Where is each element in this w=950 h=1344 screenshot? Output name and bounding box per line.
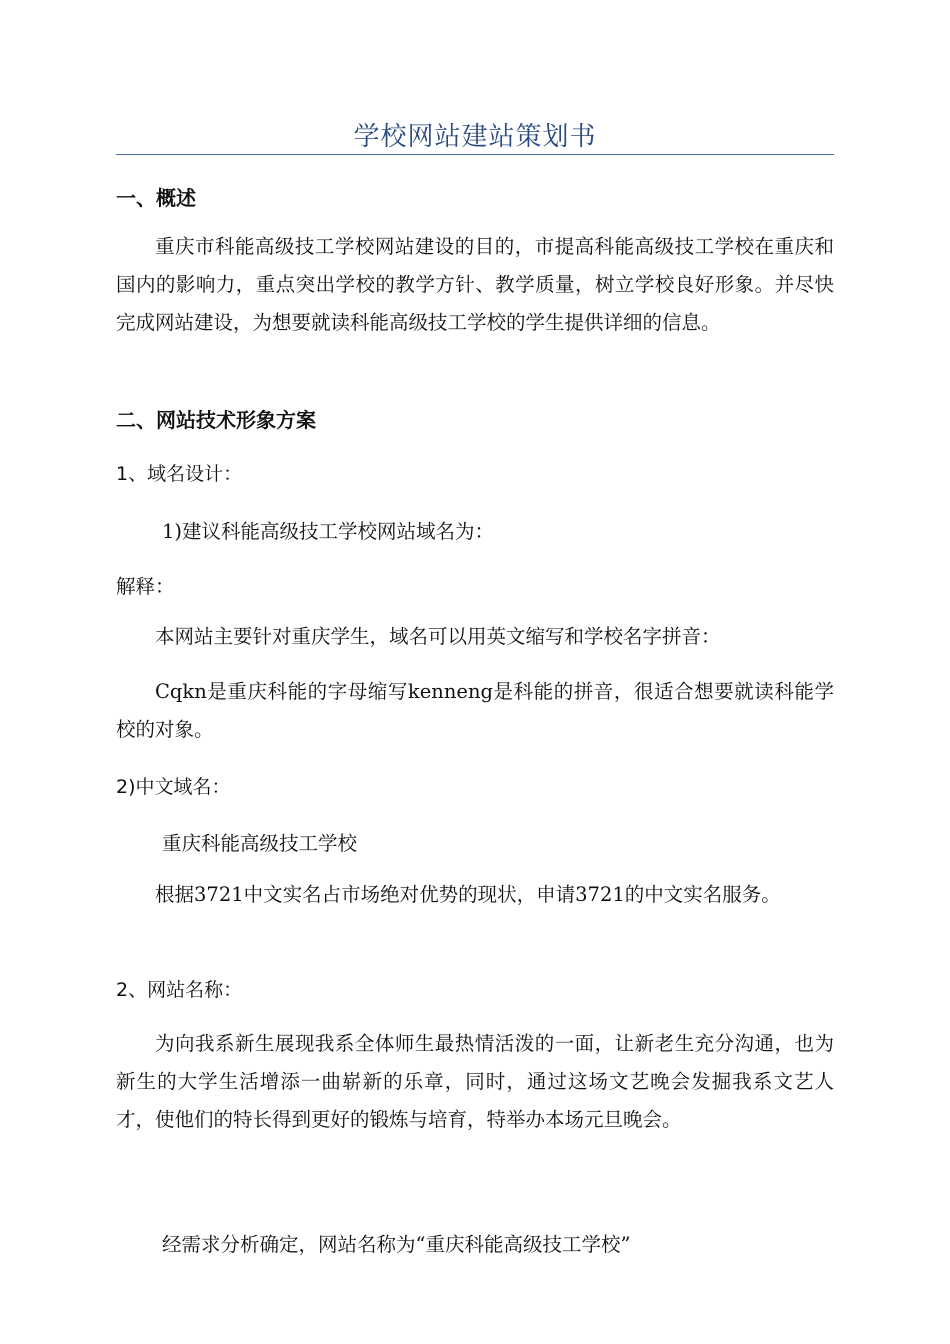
domain-item-1: 1)建议科能高级技工学校网站域名为： [162, 520, 495, 543]
site-name-heading: 2、网站名称： [116, 979, 243, 1001]
domain-design-heading: 1、域名设计： [116, 463, 243, 485]
explain-label: 解释： [116, 575, 175, 598]
document-title: 学校网站建站策划书 [353, 122, 597, 152]
chinese-domain-name: 重庆科能高级技工学校 [162, 832, 358, 855]
chinese-domain-paragraph: 根据3721中文实名占市场绝对优势的现状，申请3721的中文实名服务。 [155, 883, 781, 906]
chinese-domain-heading: 2)中文域名： [116, 776, 231, 798]
title-underline [116, 154, 834, 155]
explain-paragraph-1: 本网站主要针对重庆学生，域名可以用英文缩写和学校名字拼音： [155, 625, 721, 648]
overview-paragraph: 重庆市科能高级技工学校网站建设的目的，市提高科能高级技工学校在重庆和国内的影响力，重点突出学校的教学方针、教学质量，树立学校良好形象。并尽快完成网站建设，为想要就读科能高级技工学校的学生提供详细的信息。 [116, 235, 834, 334]
site-name-paragraph: 为向我系新生展现我系全体师生最热情活泼的一面，让新老生充分沟通，也为新生的大学生活增添一曲崭新的乐章，同时，通过这场文艺晚会发掘我系文艺人才，使他们的特长得到更好的锻炼与培育，特举办本场元旦晚会。 [116, 1032, 834, 1131]
section-heading-overview: 一、概述 [116, 186, 196, 210]
site-name-conclusion: 经需求分析确定，网站名称为“重庆科能高级技工学校” [162, 1233, 631, 1256]
explain-paragraph-2: Cqkn是重庆科能的字母缩写kenneng是科能的拼音，很适合想要就读科能学校的对象。 [116, 680, 834, 741]
section-heading-tech-plan: 二、网站技术形象方案 [116, 408, 316, 432]
